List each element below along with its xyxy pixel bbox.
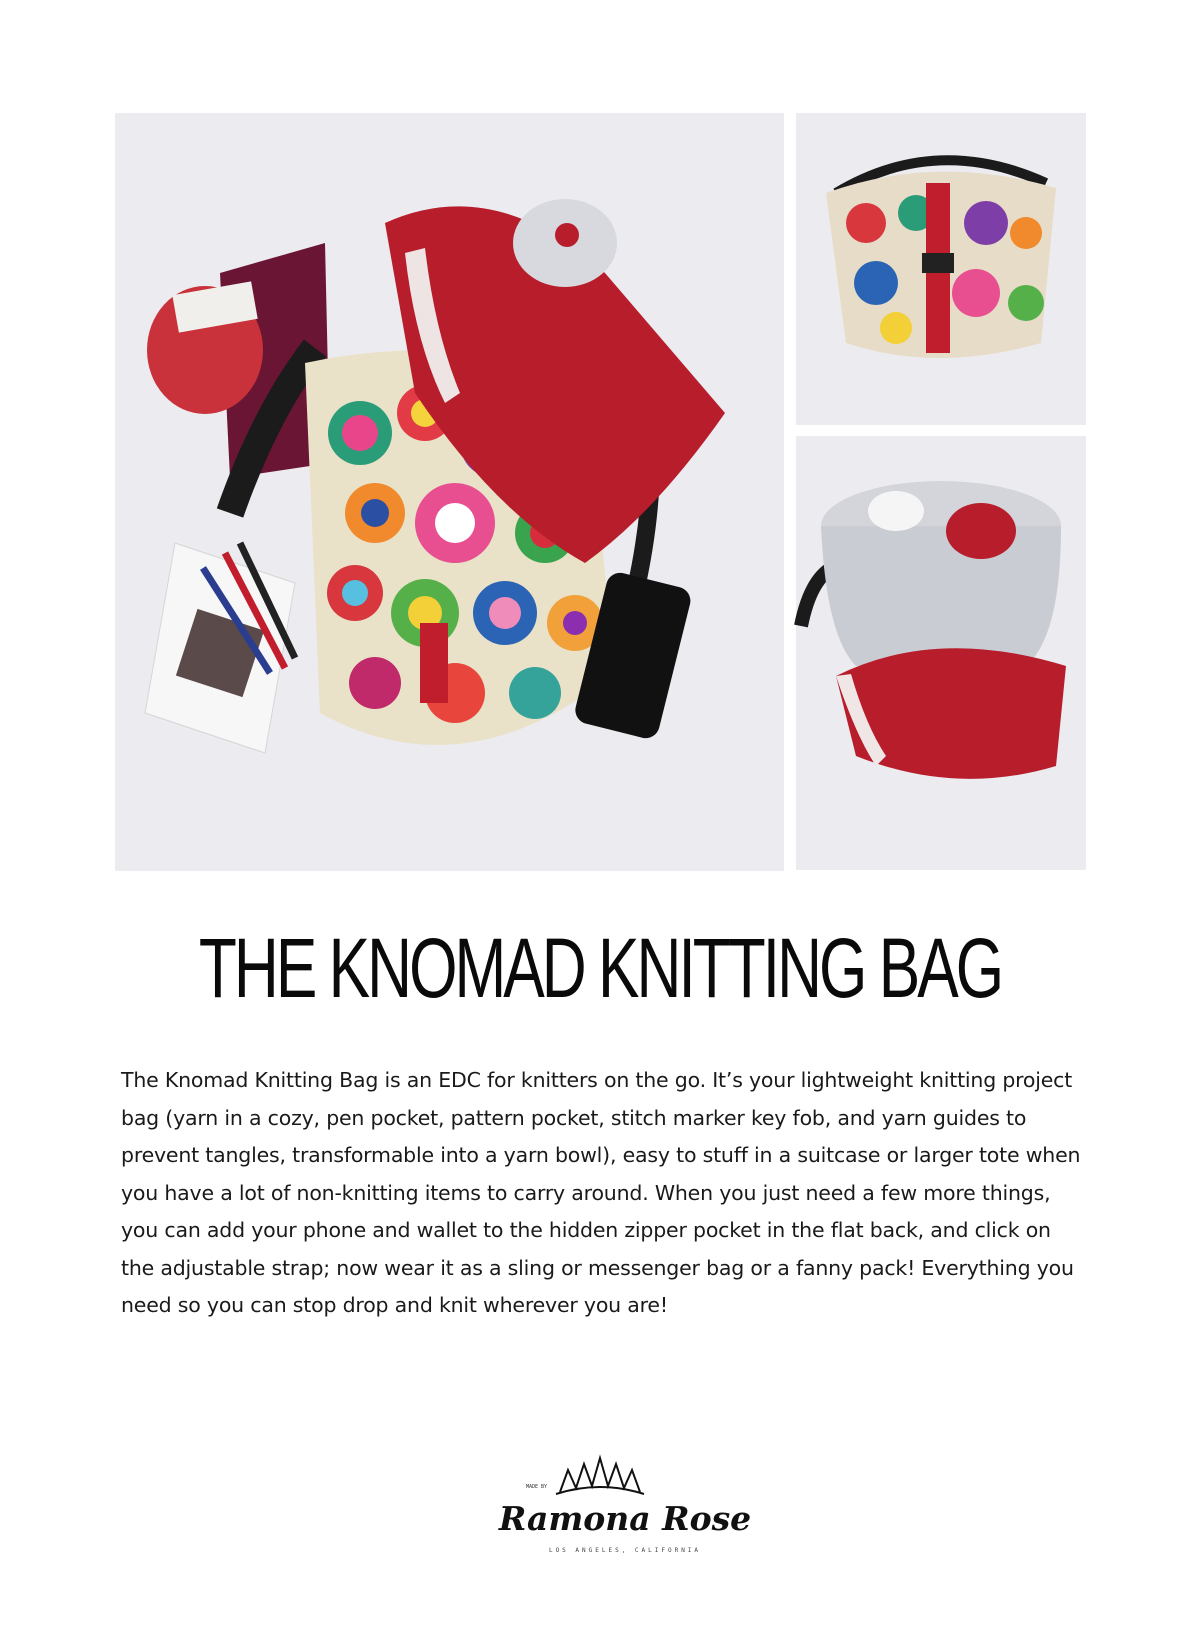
logo-made-by: MADE BY bbox=[526, 1484, 548, 1490]
logo-mark bbox=[498, 1450, 752, 1570]
yarn-bowl-photo bbox=[796, 436, 1086, 870]
product-description: The Knomad Knitting Bag is an EDC for knitters on the go. It’s your lightweight knitting project bag (yarn in a cozy, pen pocket, pattern pocket, stitch marker key fob, and yarn guides to prevent tangles, transformable into a yarn bowl), easy to stuff in a suitcase or larger tote when you have a lot of non-knitting items to carry around. When you just need a few more things, you can add your phone and wallet to the hidden zipper pocket in the flat back, and click on the adjustable strap; now wear it as a sling or messenger bag or a fanny pack! Everything you need so you can stop drop and knit wherever you are! bbox=[121, 1068, 1081, 1317]
main-product-photo bbox=[115, 113, 784, 871]
page-title: THE KNOMAD KNITTING BAG bbox=[198, 921, 1002, 1015]
rolled-bag-photo bbox=[796, 113, 1086, 425]
ramona-rose-logo bbox=[498, 1450, 752, 1570]
rolled-bag-illustration bbox=[796, 113, 1086, 425]
main-photo-illustration bbox=[115, 113, 784, 871]
logo-location: LOS ANGELES, CALIFORNIA bbox=[548, 1547, 702, 1554]
logo-name: Ramona Rose bbox=[498, 1499, 752, 1538]
yarn-bowl-illustration bbox=[796, 436, 1086, 870]
